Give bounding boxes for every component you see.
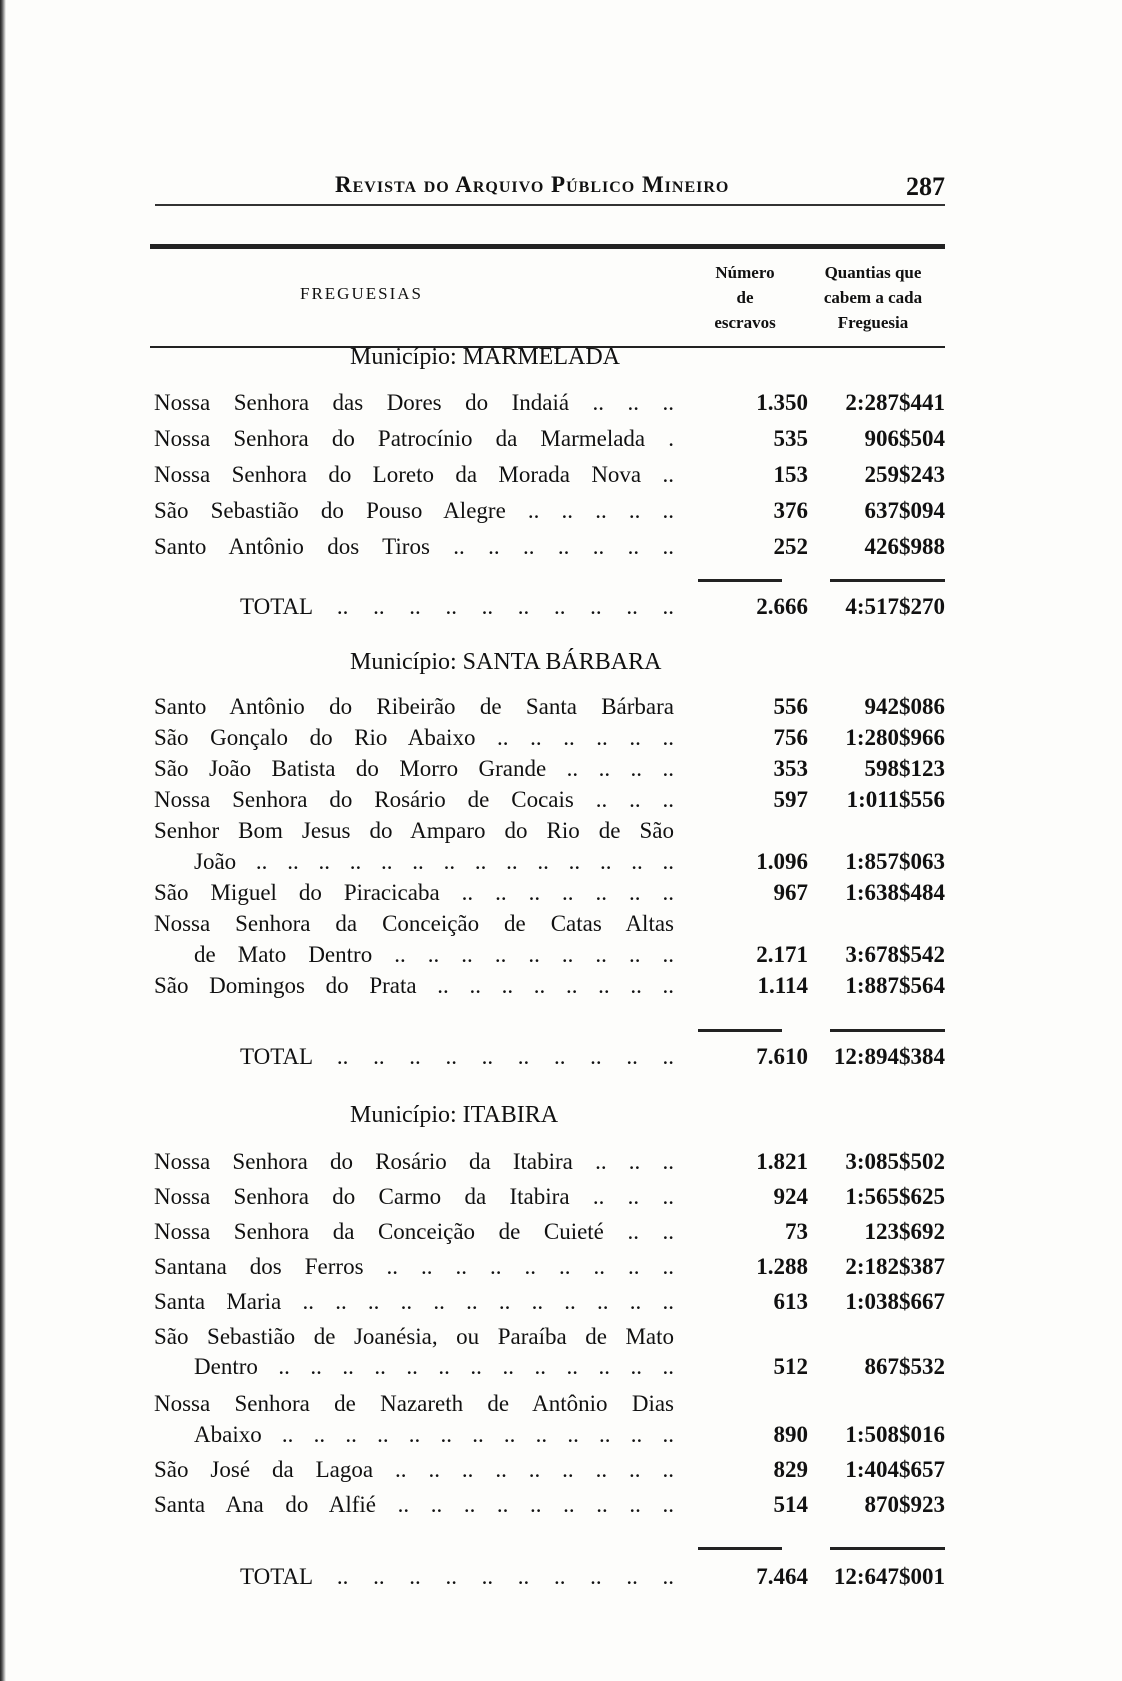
slave-count: 535 xyxy=(773,426,808,451)
freguesia-name: Nossa Senhora da Conceição de Catas Altas xyxy=(154,911,674,936)
sum-rule xyxy=(830,579,945,582)
freguesia-name-continuation: João .. .. .. .. .. .. .. .. .. .. .. .. .. .. xyxy=(194,849,674,874)
sum-rule xyxy=(830,1547,945,1550)
freguesia-name: São Miguel do Piracicaba .. .. .. .. .. .. .. xyxy=(154,880,674,905)
slave-count: 1.288 xyxy=(756,1254,808,1279)
slave-count: 1.114 xyxy=(757,973,808,998)
slave-count: 597 xyxy=(773,787,808,812)
column-header-numero xyxy=(675,260,815,335)
table-top-rule xyxy=(150,244,945,249)
freguesia-name: Nossa Senhora do Patrocínio da Marmelada . xyxy=(154,426,674,451)
column-header-quantias-line: Quantias que xyxy=(824,263,922,282)
total-label: TOTAL .. .. .. .. .. .. .. .. .. .. xyxy=(240,594,674,619)
quota-value: 2:287$441 xyxy=(845,390,945,415)
quota-value: 1:508$016 xyxy=(845,1422,945,1447)
freguesia-name: Santo Antônio dos Tiros .. .. .. .. .. .. .. xyxy=(154,534,674,559)
journal-title: Revista do Arquivo Público Mineiro xyxy=(335,172,730,197)
column-header-quantias-line: Freguesia xyxy=(837,313,909,332)
freguesia-name: Santo Antônio do Ribeirão de Santa Bárbara xyxy=(154,694,674,719)
slave-count: 967 xyxy=(773,880,808,905)
quota-value: 3:085$502 xyxy=(845,1149,945,1174)
slave-count: 73 xyxy=(785,1219,808,1244)
slave-count: 376 xyxy=(773,498,808,523)
column-header-quantias-line: cabem a cada xyxy=(823,288,923,307)
binding-edge xyxy=(0,0,6,1681)
slave-count: 514 xyxy=(773,1492,808,1517)
total-value: 12:894$384 xyxy=(833,1044,945,1069)
sum-rule xyxy=(698,1029,782,1032)
freguesia-name: São Domingos do Prata .. .. .. .. .. .. .. .. xyxy=(154,973,674,998)
slave-count: 252 xyxy=(773,534,808,559)
freguesia-name: Santa Maria .. .. .. .. .. .. .. .. .. .. .. .. xyxy=(154,1289,674,1314)
quota-value: 1:638$484 xyxy=(845,880,945,905)
freguesia-name: São Sebastião de Joanésia, ou Paraíba de Mato xyxy=(154,1324,674,1349)
freguesia-name: Nossa Senhora da Conceição de Cuieté .. .. xyxy=(154,1219,674,1244)
total-label: TOTAL .. .. .. .. .. .. .. .. .. .. xyxy=(240,1564,674,1589)
quota-value: 1:011$556 xyxy=(846,787,945,812)
column-header-numero-line: de xyxy=(736,288,754,307)
quota-value: 637$094 xyxy=(864,498,945,523)
column-header-quantias xyxy=(798,260,948,335)
running-header xyxy=(155,172,945,202)
column-header-numero-line: Número xyxy=(715,263,775,282)
total-value: 4:517$270 xyxy=(845,594,945,619)
slave-count: 890 xyxy=(773,1422,808,1447)
total-value: 12:647$001 xyxy=(833,1564,945,1589)
slave-count: 1.350 xyxy=(756,390,808,415)
freguesia-name: Santa Ana do Alfié .. .. .. .. .. .. .. .. .. xyxy=(154,1492,674,1517)
municipio-heading: Município: MARMELADA xyxy=(350,344,620,370)
sum-rule xyxy=(830,1029,945,1032)
freguesia-name: Nossa Senhora do Loreto da Morada Nova .. xyxy=(154,462,674,487)
freguesia-name: São João Batista do Morro Grande .. .. .. .. xyxy=(154,756,674,781)
total-count: 7.464 xyxy=(756,1564,808,1589)
quota-value: 870$923 xyxy=(864,1492,945,1517)
slave-count: 613 xyxy=(773,1289,808,1314)
freguesia-name-continuation: de Mato Dentro .. .. .. .. .. .. .. .. .. xyxy=(194,942,674,967)
freguesia-name: São Sebastião do Pouso Alegre .. .. .. .. .. xyxy=(154,498,674,523)
sum-rule xyxy=(698,579,782,582)
sum-rule xyxy=(698,1547,782,1550)
slave-count: 512 xyxy=(773,1354,808,1379)
quota-value: 1:887$564 xyxy=(845,973,945,998)
freguesia-name: São Gonçalo do Rio Abaixo .. .. .. .. .. .. xyxy=(154,725,674,750)
freguesia-name: Nossa Senhora do Carmo da Itabira .. .. .. xyxy=(154,1184,674,1209)
slave-count: 924 xyxy=(773,1184,808,1209)
quota-value: 3:678$542 xyxy=(845,942,945,967)
quota-value: 1:038$667 xyxy=(845,1289,945,1314)
freguesia-name-continuation: Abaixo .. .. .. .. .. .. .. .. .. .. .. .. .. xyxy=(194,1422,674,1447)
quota-value: 123$692 xyxy=(864,1219,945,1244)
slave-count: 829 xyxy=(773,1457,808,1482)
quota-value: 1:565$625 xyxy=(845,1184,945,1209)
quota-value: 2:182$387 xyxy=(845,1254,945,1279)
quota-value: 867$532 xyxy=(864,1354,945,1379)
freguesia-name: Nossa Senhora do Rosário da Itabira .. .. .. xyxy=(154,1149,674,1174)
quota-value: 906$504 xyxy=(864,426,945,451)
page-number: 287 xyxy=(906,172,945,201)
total-count: 7.610 xyxy=(756,1044,808,1069)
freguesia-name-continuation: Dentro .. .. .. .. .. .. .. .. .. .. .. .. .. xyxy=(194,1354,674,1379)
freguesia-name: Nossa Senhora das Dores do Indaiá .. .. .. xyxy=(154,390,674,415)
quota-value: 1:404$657 xyxy=(845,1457,945,1482)
slave-count: 1.821 xyxy=(756,1149,808,1174)
quota-value: 426$988 xyxy=(864,534,945,559)
quota-value: 598$123 xyxy=(864,756,945,781)
freguesia-name: São José da Lagoa .. .. .. .. .. .. .. .. .. xyxy=(154,1457,674,1482)
header-rule xyxy=(155,204,945,206)
column-header-numero-line: escravos xyxy=(714,313,776,332)
slave-count: 153 xyxy=(773,462,808,487)
total-count: 2.666 xyxy=(756,594,808,619)
slave-count: 353 xyxy=(773,756,808,781)
municipio-heading: Município: SANTA BÁRBARA xyxy=(350,649,662,675)
freguesia-name: Santana dos Ferros .. .. .. .. .. .. .. .. .. xyxy=(154,1254,674,1279)
slave-count: 1.096 xyxy=(756,849,808,874)
quota-value: 1:857$063 xyxy=(845,849,945,874)
quota-value: 1:280$966 xyxy=(845,725,945,750)
quota-value: 942$086 xyxy=(864,694,945,719)
column-header-freguesias: FREGUESIAS xyxy=(300,284,423,303)
freguesia-name: Nossa Senhora de Nazareth de Antônio Dias xyxy=(154,1391,674,1416)
quota-value: 259$243 xyxy=(864,462,945,487)
slave-count: 756 xyxy=(773,725,808,750)
municipio-heading: Município: ITABIRA xyxy=(350,1102,559,1128)
slave-count: 2.171 xyxy=(756,942,808,967)
freguesia-name: Senhor Bom Jesus do Amparo do Rio de São xyxy=(154,818,674,843)
freguesia-name: Nossa Senhora do Rosário de Cocais .. .. .. xyxy=(154,787,674,812)
slave-count: 556 xyxy=(773,694,808,719)
total-label: TOTAL .. .. .. .. .. .. .. .. .. .. xyxy=(240,1044,674,1069)
